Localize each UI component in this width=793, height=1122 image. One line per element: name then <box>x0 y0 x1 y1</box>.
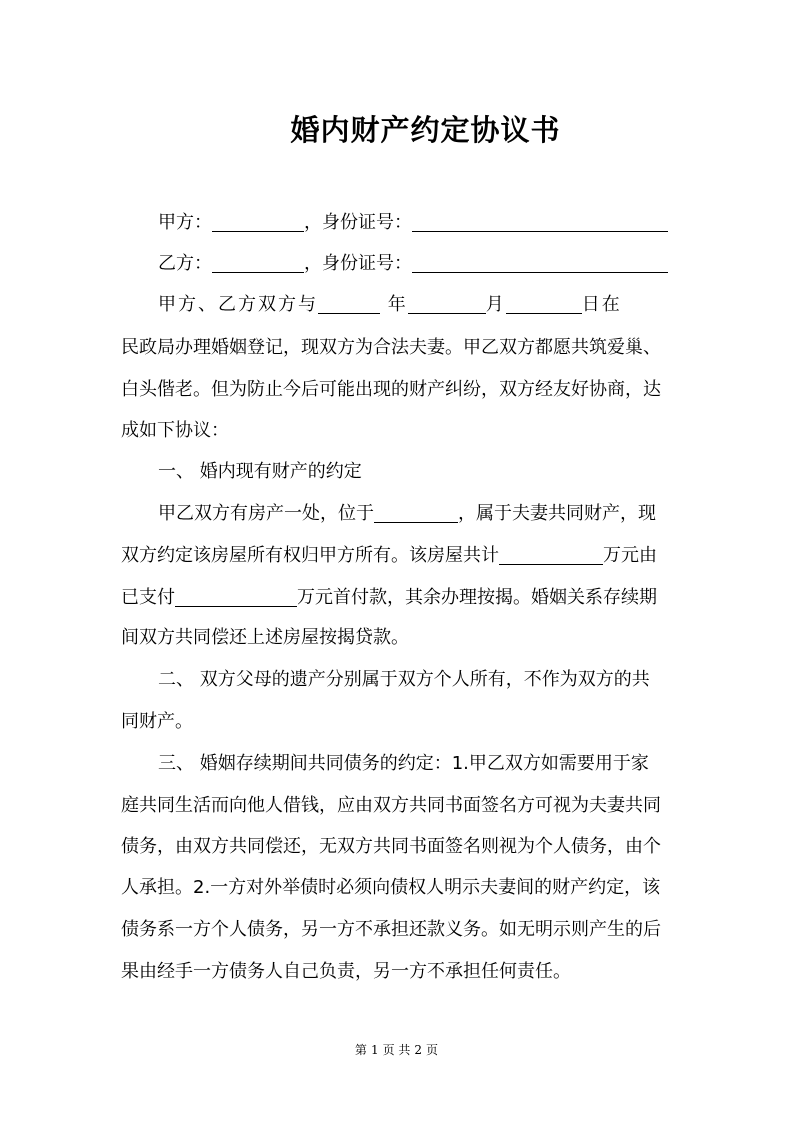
section-3-line-3: 债务，由双方共同偿还，无双方共同书面签名则视为个人债务，由个 <box>121 836 661 857</box>
party-b-id-blank <box>412 246 668 273</box>
current-page-number: 1 <box>370 1043 379 1057</box>
party-b-line <box>158 244 676 284</box>
section-1-heading: 一、 婚内现有财产的约定 <box>158 461 362 482</box>
day-blank <box>506 287 582 314</box>
intro-line-3: 成如下协议： <box>121 420 229 441</box>
section-3-line-1: 三、 婚姻存续期间共同债务的约定：1.甲乙双方如需要用于家 <box>158 753 649 774</box>
section-3-line-6: 果由经手一方债务人自己负责，另一方不承担任何责任。 <box>121 961 571 982</box>
page-footer <box>0 1040 793 1060</box>
date-line <box>158 285 676 325</box>
section-1-text: 已支付 <box>121 587 175 608</box>
section-1-text: 甲乙双方有房产一处，位于 <box>158 503 374 524</box>
intro-line-2: 白头偕老。但为防止今后可能出现的财产纠纷，双方经友好协商，达 <box>121 379 661 400</box>
section-3-line-2: 庭共同生活而向他人借钱，应由双方共同书面签名方可视为夫妻共同 <box>121 795 661 816</box>
party-a-name-blank <box>212 205 304 232</box>
date-line-prefix: 甲方、乙方双方与 <box>158 294 318 315</box>
footer-suffix: 页 <box>426 1043 439 1057</box>
section-1-text: ，属于夫妻共同财产，现 <box>458 503 656 524</box>
section-1-text: 万元由 <box>603 545 657 566</box>
year-blank <box>318 287 380 314</box>
month-blank <box>408 287 486 314</box>
section-1-line-2 <box>121 536 676 576</box>
party-a-id-blank <box>412 205 668 232</box>
property-location-blank <box>374 496 458 523</box>
day-label: 日在 <box>581 294 622 315</box>
intro-line-1: 民政局办理婚姻登记，现双方为合法夫妻。甲乙双方都愿共筑爱巢、 <box>121 337 661 358</box>
section-1-line-4: 间双方共同偿还上述房屋按揭贷款。 <box>121 627 409 648</box>
party-a-line <box>158 203 676 243</box>
party-a-id-label: ，身份证号： <box>304 212 412 233</box>
section-1-text: 双方约定该房屋所有权归甲方所有。该房屋共计 <box>121 545 499 566</box>
month-label: 月 <box>485 294 506 315</box>
section-3-line-5: 债务系一方个人债务，另一方不承担还款义务。如无明示则产生的后 <box>121 919 661 940</box>
section-1-text: 万元首付款，其余办理按揭。婚姻关系存续期 <box>297 587 657 608</box>
section-1-line-3 <box>121 578 676 618</box>
document-title: 婚内财产约定协议书 <box>290 113 561 147</box>
party-b-id-label: ，身份证号： <box>304 253 412 274</box>
property-total-blank <box>499 538 603 565</box>
section-3-line-4: 人承担。2.一方对外举债时必须向债权人明示夫妻间的财产约定，该 <box>121 877 661 898</box>
year-label: 年 <box>387 294 408 315</box>
section-2-line-2: 同财产。 <box>121 711 193 732</box>
total-page-number: 2 <box>414 1043 423 1057</box>
footer-prefix: 第 <box>354 1043 367 1057</box>
section-2-line-1: 二、 双方父母的遗产分别属于双方个人所有，不作为双方的共 <box>158 669 650 690</box>
footer-middle: 页 共 <box>382 1043 411 1057</box>
down-payment-blank <box>175 580 297 607</box>
party-a-label: 甲方： <box>158 212 212 233</box>
party-b-name-blank <box>212 246 304 273</box>
section-1-line-1 <box>158 494 676 534</box>
party-b-label: 乙方： <box>158 253 212 274</box>
